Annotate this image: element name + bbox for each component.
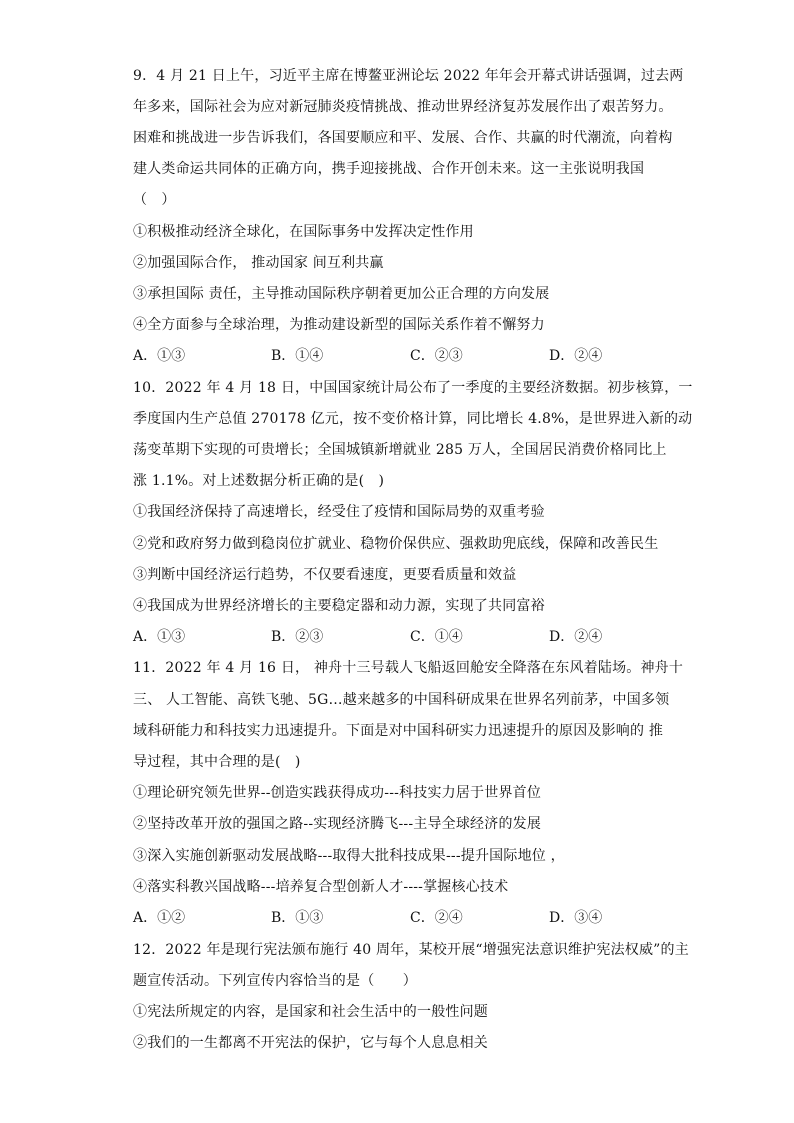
q10-item-1: ①我国经济保持了高速增长，经受住了疫情和国际局势的双重考验 [133,504,545,520]
q9-option-a: A．①③ [133,348,186,364]
q11-option-c: C．②④ [410,910,463,926]
q11-stem-line-2: 三、 人工智能、高铁飞驰、5G…越来越多的中国科研成果在世界名列前茅，中国多领 [133,692,670,708]
q10-item-3: ③判断中国经济运行趋势，不仅要看速度，更要看质量和效益 [133,567,517,583]
q9-item-4: ④全方面参与全球治理，为推动建设新型的国际关系作着不懈努力 [133,317,545,333]
q11-option-a: A．①② [133,910,186,926]
q9-stem-line-1: 9．4 月 21 日上午，习近平主席在博鳌亚洲论坛 2022 年年会开幕式讲话强调，过去两 [133,68,684,84]
q11-item-4: ④落实科教兴国战略---培养复合型创新人才----掌握核心技术 [133,879,509,895]
q9-option-b: B．①④ [271,348,324,364]
q10-stem-line-4: 涨 1.1%。对上述数据分析正确的是( ) [133,473,385,489]
q9-answer-blank: （ ） [133,192,176,208]
q12-item-1: ①宪法所规定的内容，是国家和社会生活中的一般性问题 [133,1004,488,1020]
q11-item-3: ③深入实施创新驱动发展战略---取得大批科技成果---提升国际地位 ， [133,848,565,864]
q9-stem-line-4: 建人类命运共同体的正确方向，携手迎接挑战、合作开创未来。这一主张说明我国 [133,161,645,177]
q10-item-4: ④我国成为世界经济增长的主要稳定器和动力源，实现了共同富裕 [133,598,545,614]
q9-option-c: C．②③ [410,348,463,364]
q10-stem-line-2: 季度国内生产总值 270178 亿元，按不变价格计算，同比增长 4.8%，是世界进入新的动 [133,411,693,427]
q11-stem-line-4: 导过程，其中合理的是( ) [133,754,301,770]
q10-option-b: B．②③ [271,629,324,645]
q10-option-d: D．②④ [549,629,603,645]
q9-item-3: ③承担国际 责任，主导推动国际秩序朝着更加公正合理的方向发展 [133,286,550,302]
q11-stem-line-1: 11．2022 年 4 月 16 日， 神舟十三号载人飞船返回舱安全降落在东风着陆场。神舟十 [133,660,684,676]
q9-item-2: ②加强国际合作， 推动国家 间互利共赢 [133,255,384,271]
q11-option-b: B．①③ [271,910,324,926]
q9-stem-line-2: 年多来，国际社会为应对新冠肺炎疫情挑战、推动世界经济复苏发展作出了艰苦努力。 [133,99,673,115]
q11-item-2: ②坚持改革开放的强国之路--实现经济腾飞---主导全球经济的发展 [133,816,542,832]
q11-stem-line-3: 域科研能力和科技实力迅速提升。下面是对中国科研实力迅速提升的原因及影响的 推 [133,723,664,739]
q9-option-d: D．②④ [549,348,603,364]
q9-stem-line-3: 困难和挑战进一步告诉我们，各国要顺应和平、发展、合作、共赢的时代潮流，向着构 [133,130,673,146]
q12-stem-line-1: 12．2022 年是现行宪法颁布施行 40 周年，某校开展“增强宪法意识维护宪法权威”的主 [133,942,689,958]
q9-item-1: ①积极推动经济全球化，在国际事务中发挥决定性作用 [133,224,474,240]
q12-stem-line-2: 题宣传活动。下列宣传内容恰当的是（ ） [133,973,417,989]
q10-stem-line-3: 荡变革期下实现的可贵增长；全国城镇新增就业 285 万人，全国居民消费价格同比上 [133,442,667,458]
q11-item-1: ①理论研究领先世界--创造实践获得成功---科技实力居于世界首位 [133,785,542,801]
q10-option-c: C．①④ [410,629,463,645]
q11-option-d: D．③④ [549,910,603,926]
q10-item-2: ②党和政府努力做到稳岗位扩就业、稳物价保供应、强救助兜底线，保障和改善民生 [133,536,659,552]
q12-item-2: ②我们的一生都离不开宪法的保护，它与每个人息息相关 [133,1035,488,1051]
q10-option-a: A．①③ [133,629,186,645]
q10-stem-line-1: 10．2022 年 4 月 18 日，中国国家统计局公布了一季度的主要经济数据。初步核算，一 [133,380,693,396]
